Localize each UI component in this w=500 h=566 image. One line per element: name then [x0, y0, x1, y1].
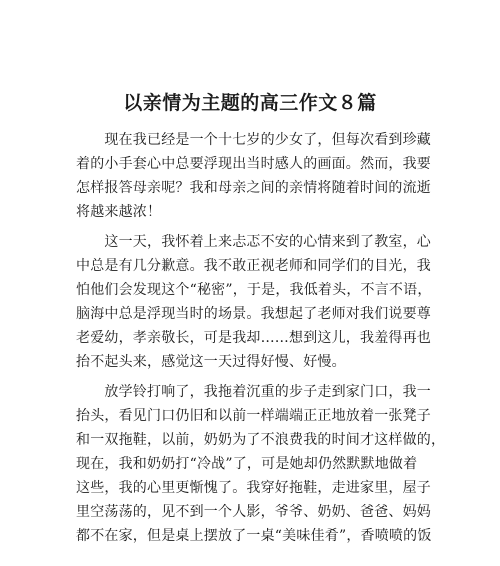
text-line: 现在我已经是一个十七岁的少女了，但每次看到珍藏 — [76, 132, 431, 148]
text-line: 脑海中总是浮现当时的场景。我想起了老师对我们说要尊 — [76, 306, 431, 322]
text-line: 这些，我的心里更惭愧了。我穿好拖鞋，走进家里，屋子 — [76, 480, 431, 496]
text-line: 现在，我和奶奶打“冷战”了，可是她却仍然默默地做着 — [76, 456, 418, 472]
text-line: 怎样报答母亲呢？我和母亲之间的亲情将随着时间的流逝 — [76, 180, 431, 196]
paragraph — [76, 128, 431, 224]
document-title: 以亲情为主题的高三作文８篇 — [123, 92, 377, 114]
text-line: 老爱幼，孝亲敬长，可是我却……想到这儿，我羞得再也 — [76, 330, 431, 346]
text-line: 这一天，我怀着上来忐忑不安的心情来到了教室，心 — [76, 234, 431, 250]
text-line: 抬不起头来，感觉这一天过得好慢、好慢。 — [76, 354, 346, 370]
paragraph — [76, 230, 432, 374]
text-line: 着的小手套心中总要浮现出当时感人的画面。然而，我要 — [76, 156, 431, 172]
text-line: 都不在家，但是桌上摆放了一桌“美味佳肴”，香喷喷的饭 — [76, 528, 432, 544]
document-body — [76, 128, 446, 554]
text-line: 放学铃打响了，我拖着沉重的步子走到家门口，我一 — [76, 384, 431, 400]
paragraph — [76, 380, 446, 548]
text-line: 将越来越浓！ — [76, 204, 162, 220]
text-line: 和一双拖鞋，以前，奶奶为了不浪费我的时间才这样做的， — [76, 432, 446, 448]
text-line: 怕他们会发现这个“秘密”，于是，我低着头，不言不语， — [76, 282, 432, 298]
text-line: 里空荡荡的，见不到一个人影，爷爷、奶奶、爸爸、妈妈 — [76, 504, 431, 520]
text-line: 中总是有几分歉意。我不敢正视老师和同学们的目光，我 — [76, 258, 431, 274]
text-line: 抬头，看见门口仍旧和以前一样端端正正地放着一张凳子 — [76, 408, 431, 424]
